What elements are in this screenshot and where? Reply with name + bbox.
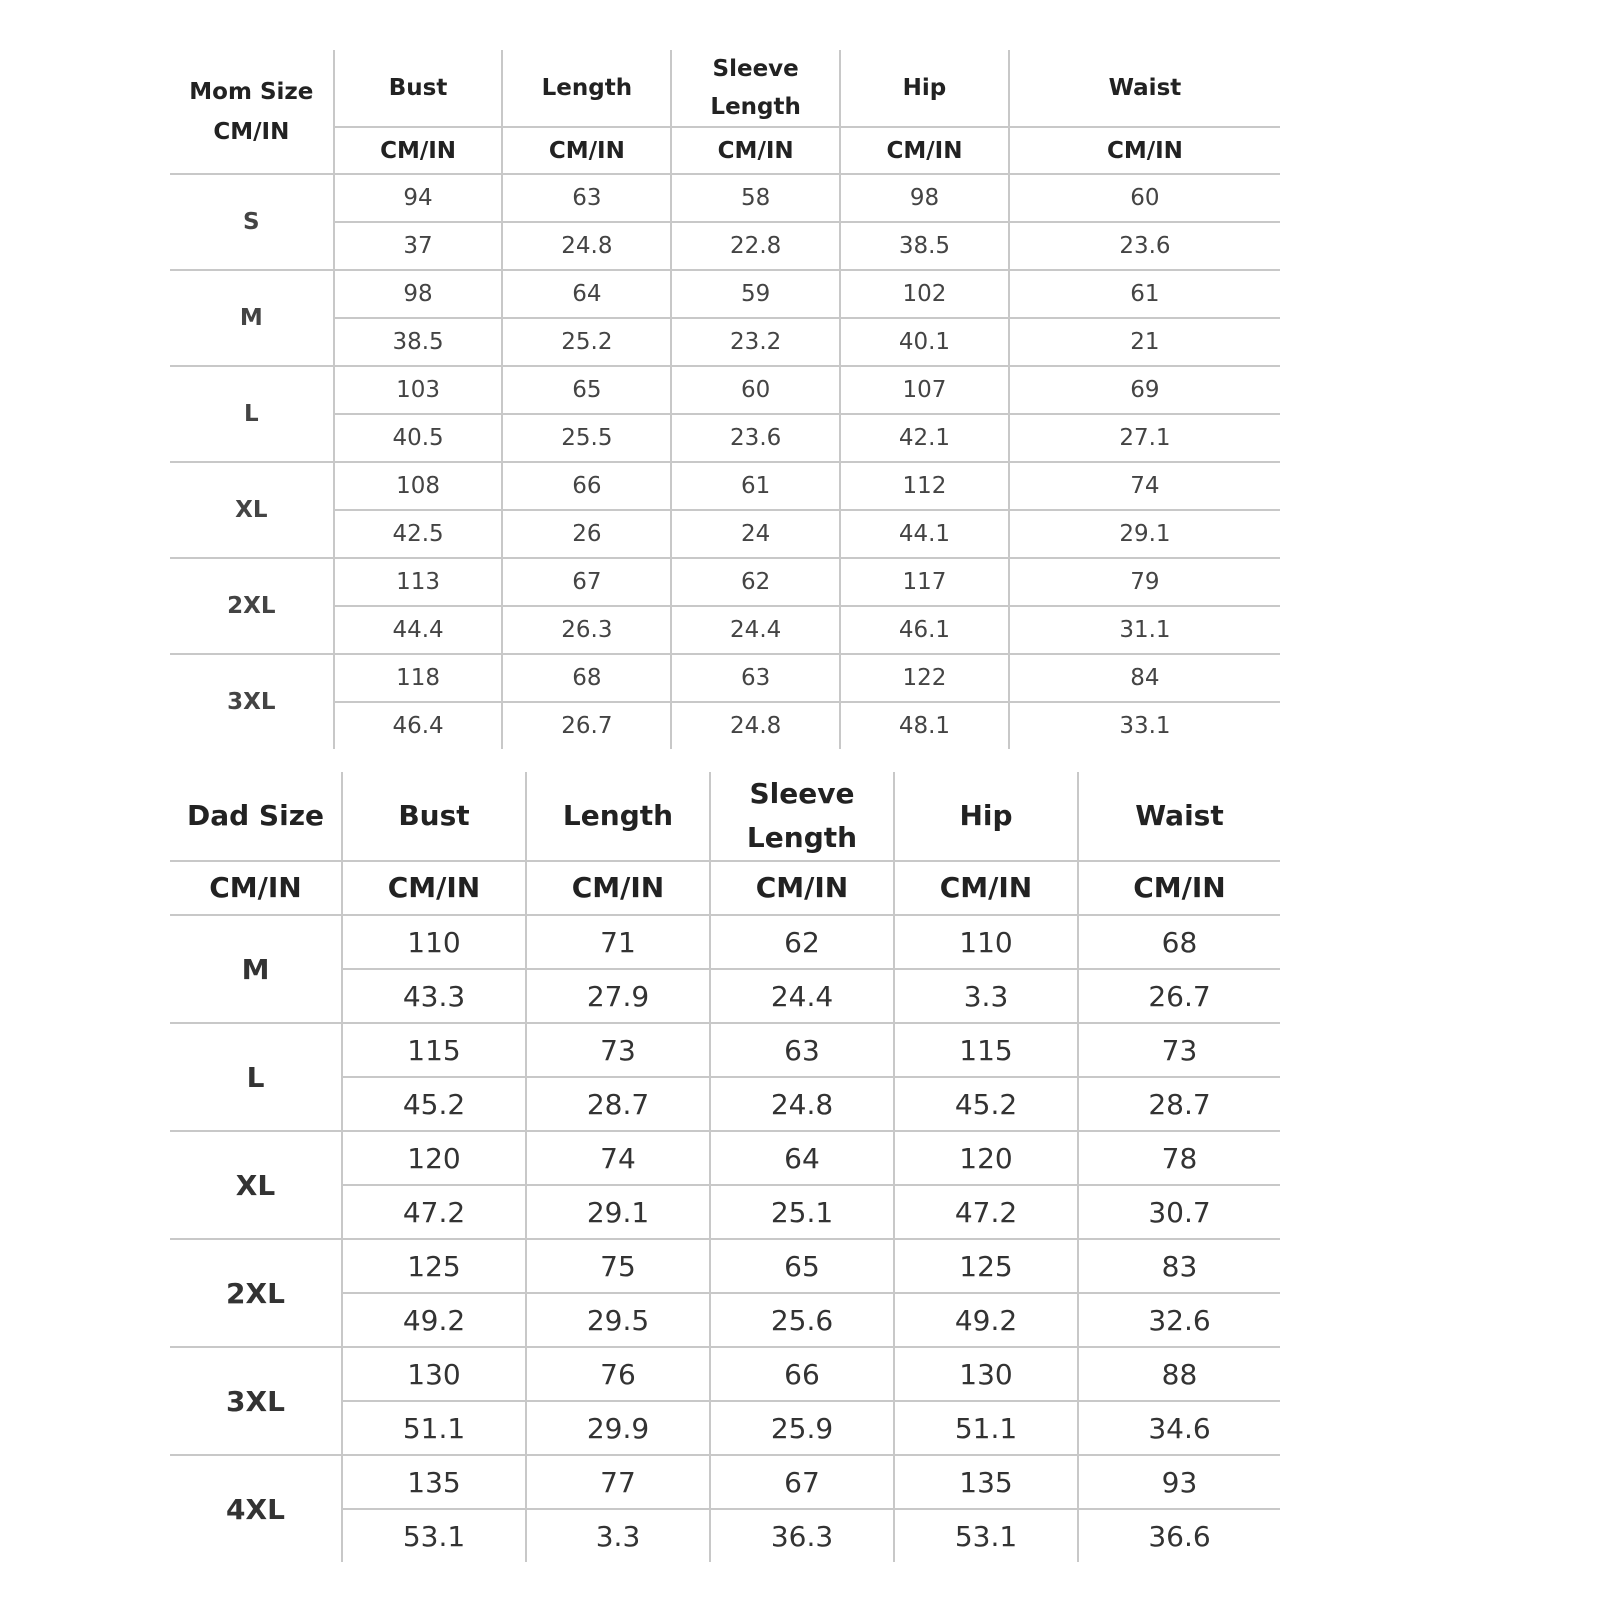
dad-cm-value: 66 <box>710 1347 894 1401</box>
table-row <box>170 414 1280 462</box>
mom-col-sleeve-length-label: Sleeve Length <box>710 56 801 120</box>
table-row <box>170 1239 1280 1293</box>
mom-cm-value: 122 <box>840 654 1009 702</box>
mom-in-value: 42.5 <box>334 510 503 558</box>
dad-cm-value: 135 <box>342 1455 526 1509</box>
dad-in-value: 24.4 <box>710 969 894 1023</box>
mom-cm-value: 117 <box>840 558 1009 606</box>
mom-unit-length: CM/IN <box>502 127 671 174</box>
mom-cm-value: 108 <box>334 462 503 510</box>
mom-in-value: 24.4 <box>671 606 840 654</box>
dad-size-label: XL <box>170 1131 342 1239</box>
dad-cm-value: 73 <box>526 1023 710 1077</box>
mom-cm-value: 63 <box>502 174 671 222</box>
mom-cm-value: 64 <box>502 270 671 318</box>
table-row <box>170 510 1280 558</box>
dad-in-value: 45.2 <box>342 1077 526 1131</box>
mom-cm-value: 58 <box>671 174 840 222</box>
mom-in-value: 25.5 <box>502 414 671 462</box>
mom-size-label: M <box>170 270 334 366</box>
dad-in-value: 25.9 <box>710 1401 894 1455</box>
mom-size-header-unit: CM/IN <box>213 118 290 145</box>
mom-in-value: 23.6 <box>1009 222 1280 270</box>
dad-size-label: 3XL <box>170 1347 342 1455</box>
mom-cm-value: 69 <box>1009 366 1280 414</box>
table-row <box>170 366 1280 414</box>
mom-in-value: 24.8 <box>502 222 671 270</box>
mom-unit-sleeve: CM/IN <box>671 127 840 174</box>
mom-cm-value: 107 <box>840 366 1009 414</box>
mom-in-value: 23.2 <box>671 318 840 366</box>
dad-cm-value: 77 <box>526 1455 710 1509</box>
mom-size-label: L <box>170 366 334 462</box>
dad-cm-value: 130 <box>342 1347 526 1401</box>
dad-in-value: 36.6 <box>1148 1519 1211 1553</box>
mom-cm-value: 103 <box>334 366 503 414</box>
mom-cm-value: 61 <box>1009 270 1280 318</box>
mom-in-value: 24.8 <box>671 702 840 749</box>
mom-cm-value: 66 <box>502 462 671 510</box>
dad-unit-waist: CM/IN <box>1078 861 1280 915</box>
dad-cm-value: 75 <box>526 1239 710 1293</box>
mom-cm-value: 68 <box>502 654 671 702</box>
table-row <box>170 270 1280 318</box>
dad-in-value: 51.1 <box>894 1401 1078 1455</box>
dad-cm-value: 120 <box>894 1131 1078 1185</box>
table-row <box>170 318 1280 366</box>
dad-cm-value: 115 <box>894 1023 1078 1077</box>
dad-cm-value: 88 <box>1078 1347 1280 1401</box>
mom-in-value: 46.4 <box>334 702 503 749</box>
dad-cm-value: 120 <box>342 1131 526 1185</box>
dad-cm-value: 62 <box>710 915 894 969</box>
mom-size-label: S <box>170 174 334 270</box>
dad-cm-value: 64 <box>710 1131 894 1185</box>
dad-in-value: 45.2 <box>894 1077 1078 1131</box>
dad-in-value: 29.1 <box>526 1185 710 1239</box>
table-row <box>170 702 1280 749</box>
dad-cm-value: 93 <box>1078 1455 1280 1509</box>
dad-unit-hip: CM/IN <box>894 861 1078 915</box>
dad-in-value: 47.2 <box>894 1185 1078 1239</box>
table-row <box>170 606 1280 654</box>
mom-in-value: 25.2 <box>502 318 671 366</box>
mom-in-value: 31.1 <box>1009 606 1280 654</box>
mom-in-value: 33.1 <box>1119 713 1171 739</box>
dad-in-value: 43.3 <box>342 969 526 1023</box>
dad-in-value: 53.1 <box>342 1509 526 1562</box>
dad-in-value: 25.6 <box>710 1293 894 1347</box>
mom-cm-value: 65 <box>502 366 671 414</box>
mom-cm-value: 60 <box>1009 174 1280 222</box>
dad-cm-value: 130 <box>894 1347 1078 1401</box>
dad-in-value: 28.7 <box>526 1077 710 1131</box>
dad-unit-sleeve: CM/IN <box>710 861 894 915</box>
mom-in-value: 38.5 <box>840 222 1009 270</box>
dad-in-value: 34.6 <box>1078 1401 1280 1455</box>
dad-size-label: 4XL <box>170 1455 342 1562</box>
table-row <box>170 222 1280 270</box>
dad-in-value: 30.7 <box>1078 1185 1280 1239</box>
mom-unit-hip: CM/IN <box>840 127 1009 174</box>
mom-in-value: 38.5 <box>334 318 503 366</box>
dad-in-value: 53.1 <box>894 1509 1078 1562</box>
mom-size-label: XL <box>170 462 334 558</box>
mom-cm-value: 98 <box>334 270 503 318</box>
dad-cm-value: 110 <box>342 915 526 969</box>
dad-cm-value: 71 <box>526 915 710 969</box>
dad-col-length: Length <box>526 772 710 861</box>
mom-size-table <box>170 50 1280 749</box>
dad-cm-value: 67 <box>710 1455 894 1509</box>
table-row <box>170 1023 1280 1077</box>
table-row <box>170 1131 1280 1185</box>
mom-cm-value: 112 <box>840 462 1009 510</box>
mom-cm-value: 63 <box>671 654 840 702</box>
mom-in-value: 26.3 <box>502 606 671 654</box>
table-row <box>170 654 1280 702</box>
dad-in-value: 36.3 <box>710 1509 894 1562</box>
dad-cm-value: 115 <box>342 1023 526 1077</box>
dad-in-value: 26.7 <box>1078 969 1280 1023</box>
mom-cm-value: 59 <box>671 270 840 318</box>
dad-cm-value: 125 <box>894 1239 1078 1293</box>
mom-cm-value: 61 <box>671 462 840 510</box>
mom-cm-value: 74 <box>1009 462 1280 510</box>
mom-in-value: 44.4 <box>334 606 503 654</box>
mom-in-value: 27.1 <box>1009 414 1280 462</box>
dad-in-value: 3.3 <box>526 1509 710 1562</box>
dad-size-label: 2XL <box>170 1239 342 1347</box>
mom-cm-value: 102 <box>840 270 1009 318</box>
mom-cm-value: 62 <box>671 558 840 606</box>
table-row <box>170 915 1280 969</box>
dad-col-hip: Hip <box>894 772 1078 861</box>
dad-in-value: 24.8 <box>710 1077 894 1131</box>
dad-unit-length: CM/IN <box>526 861 710 915</box>
dad-cm-value: 68 <box>1078 915 1280 969</box>
mom-in-value: 29.1 <box>1009 510 1280 558</box>
mom-size-header-label: Mom Size <box>189 78 314 105</box>
dad-in-value: 49.2 <box>894 1293 1078 1347</box>
dad-in-value: 3.3 <box>894 969 1078 1023</box>
mom-in-value: 48.1 <box>840 702 1009 749</box>
dad-col-sleeve-length-label: Sleeve Length <box>746 777 858 854</box>
dad-in-value: 32.6 <box>1078 1293 1280 1347</box>
dad-cm-value: 125 <box>342 1239 526 1293</box>
mom-unit-bust: CM/IN <box>334 127 503 174</box>
table-row <box>170 1347 1280 1401</box>
dad-cm-value: 135 <box>894 1455 1078 1509</box>
mom-in-value: 42.1 <box>840 414 1009 462</box>
mom-in-value: 26.7 <box>502 702 671 749</box>
dad-cm-value: 65 <box>710 1239 894 1293</box>
mom-in-value: 37 <box>334 222 503 270</box>
mom-size-header <box>170 50 334 174</box>
mom-size-label: 3XL <box>170 654 334 749</box>
dad-cm-value: 74 <box>526 1131 710 1185</box>
mom-cm-value: 79 <box>1009 558 1280 606</box>
mom-cm-value: 113 <box>334 558 503 606</box>
dad-in-value: 29.9 <box>526 1401 710 1455</box>
dad-size-table <box>170 772 1280 1562</box>
mom-col-bust: Bust <box>334 50 503 127</box>
dad-in-value: 47.2 <box>342 1185 526 1239</box>
dad-in-value: 29.5 <box>526 1293 710 1347</box>
mom-in-value: 40.1 <box>840 318 1009 366</box>
mom-in-value: 44.1 <box>840 510 1009 558</box>
mom-in-value: 40.5 <box>334 414 503 462</box>
dad-in-value: 49.2 <box>342 1293 526 1347</box>
dad-cm-value: 78 <box>1078 1131 1280 1185</box>
mom-in-value: 23.6 <box>671 414 840 462</box>
mom-col-waist: Waist <box>1009 50 1280 127</box>
dad-in-value: 51.1 <box>342 1401 526 1455</box>
dad-col-sleeve-length <box>710 772 894 861</box>
dad-col-bust: Bust <box>342 772 526 861</box>
dad-cm-value: 110 <box>894 915 1078 969</box>
dad-cm-value: 76 <box>526 1347 710 1401</box>
mom-col-hip: Hip <box>840 50 1009 127</box>
table-row <box>170 462 1280 510</box>
dad-unit-bust: CM/IN <box>342 861 526 915</box>
dad-in-value: 27.9 <box>526 969 710 1023</box>
mom-cm-value: 94 <box>334 174 503 222</box>
dad-cm-value: 63 <box>710 1023 894 1077</box>
mom-cm-value: 118 <box>334 654 503 702</box>
dad-cm-value: 83 <box>1078 1239 1280 1293</box>
mom-cm-value: 60 <box>671 366 840 414</box>
dad-col-waist: Waist <box>1078 772 1280 861</box>
dad-in-value: 28.7 <box>1078 1077 1280 1131</box>
mom-in-value: 46.1 <box>840 606 1009 654</box>
table-row <box>170 1455 1280 1509</box>
dad-size-label: M <box>170 915 342 1023</box>
mom-size-label: 2XL <box>170 558 334 654</box>
dad-unit-size: CM/IN <box>170 861 342 915</box>
mom-cm-value: 98 <box>840 174 1009 222</box>
mom-unit-waist: CM/IN <box>1009 127 1280 174</box>
mom-in-value: 22.8 <box>671 222 840 270</box>
dad-size-header: Dad Size <box>170 772 342 861</box>
dad-size-label: L <box>170 1023 342 1131</box>
mom-in-value: 24 <box>671 510 840 558</box>
mom-in-value: 21 <box>1009 318 1280 366</box>
mom-in-value: 26 <box>502 510 671 558</box>
table-row <box>170 558 1280 606</box>
table-row <box>170 174 1280 222</box>
mom-col-sleeve-length <box>671 50 840 127</box>
mom-col-length: Length <box>502 50 671 127</box>
dad-in-value: 25.1 <box>710 1185 894 1239</box>
mom-cm-value: 84 <box>1009 654 1280 702</box>
dad-cm-value: 73 <box>1078 1023 1280 1077</box>
mom-cm-value: 67 <box>502 558 671 606</box>
